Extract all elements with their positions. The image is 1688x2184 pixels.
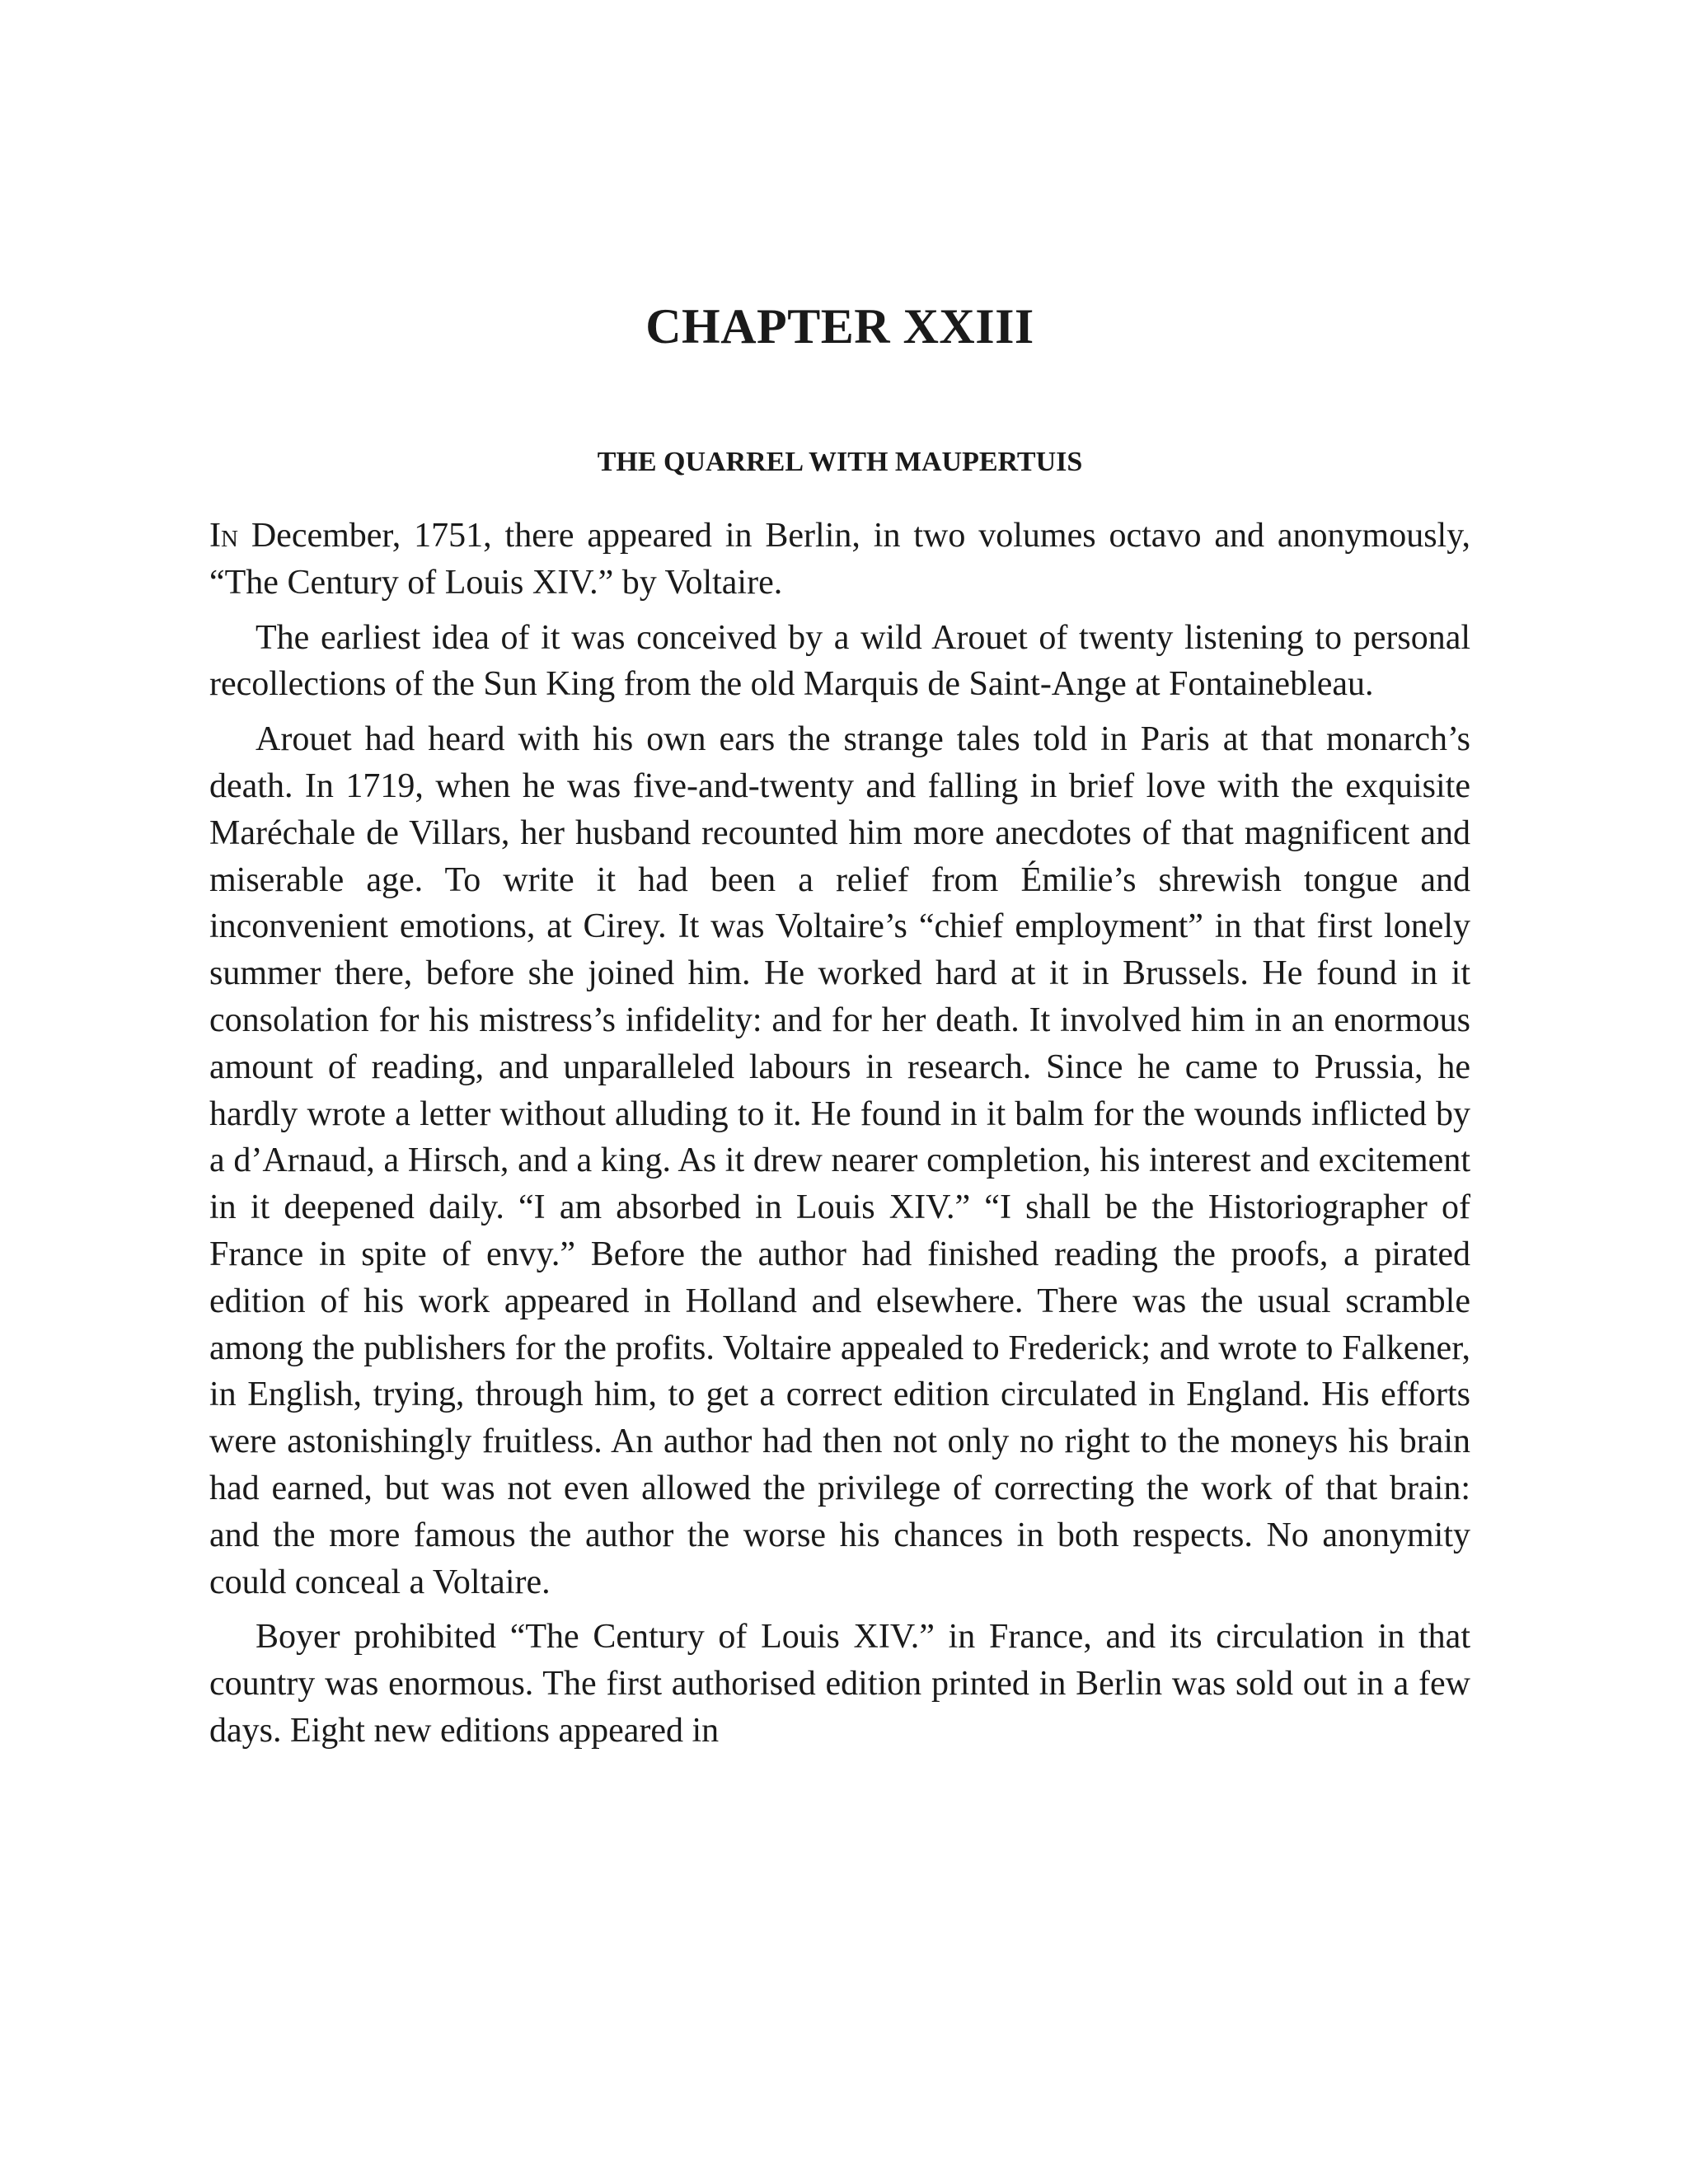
paragraph-text: December, 1751, there appeared in Berlin, in two volumes octavo and anonymously, “The Century of Louis XIV.” by Voltaire. [209,517,1470,602]
chapter-body [209,513,1470,1763]
paragraph-2: The earliest idea of it was conceived by a wild Arouet of twenty listening to personal recollections of the Sun King from the old Marquis de Saint-Ange at Fontainebleau. [209,618,1470,704]
chapter-title: CHAPTER XXIII [645,299,1034,354]
paragraph-3: Arouet had heard with his own ears the strange tales told in Paris at that monarch’s death. In 1719, when he was five-and-twenty and falling in brief love with the exquisite Maréchale de Villars, her husband recounted him more anecdotes of that magnificent and miserable age. To write it had been a relief from Émilie’s shrewish tongue and inconvenient emotions, at Cirey. It was Voltaire’s “chief employment” in that first lonely summer there, before she joined him. He worked hard at it in Brussels. He found in it consolation for his mistress’s infidelity: and for her death. It involved him in an enormous amount of reading, and unparalleled labours in research. Since he came to Prussia, he hardly wrote a letter without alluding to it. He found in it balm for the wounds inflicted by a d’Arnaud, a Hirsch, and a king. As it drew nearer completion, his interest and excitement in it deepened daily. “I am absorbed in Louis XIV.” “I shall be the Historiographer of France in spite of envy.” Before the author had finished reading the proofs, a pirated edition of his work appeared in Holland and elsewhere. There was the usual scramble among the publishers for the profits. Voltaire appealed to Frederick; and wrote to Falkener, in English, trying, through him, to get a correct edition circulated in England. His efforts were astonishingly fruitless. An author had then not only no right to the moneys his brain had earned, but was not even allowed the privilege of correcting the work of that brain: and the more famous the author the worse his chances in both respects. No anonymity could conceal a Voltaire. [209,720,1470,1601]
paragraph-1 [209,513,1470,607]
paragraph-lead-word: In [209,517,238,555]
paragraph-4: Boyer prohibited “The Century of Louis XIV.” in France, and its circulation in that country was enormous. The first authorised edition printed in Berlin was sold out in a few days. Eight new editions appeared in [209,1618,1470,1750]
chapter-subtitle: THE QUARREL WITH MAUPERTUIS [597,447,1083,477]
